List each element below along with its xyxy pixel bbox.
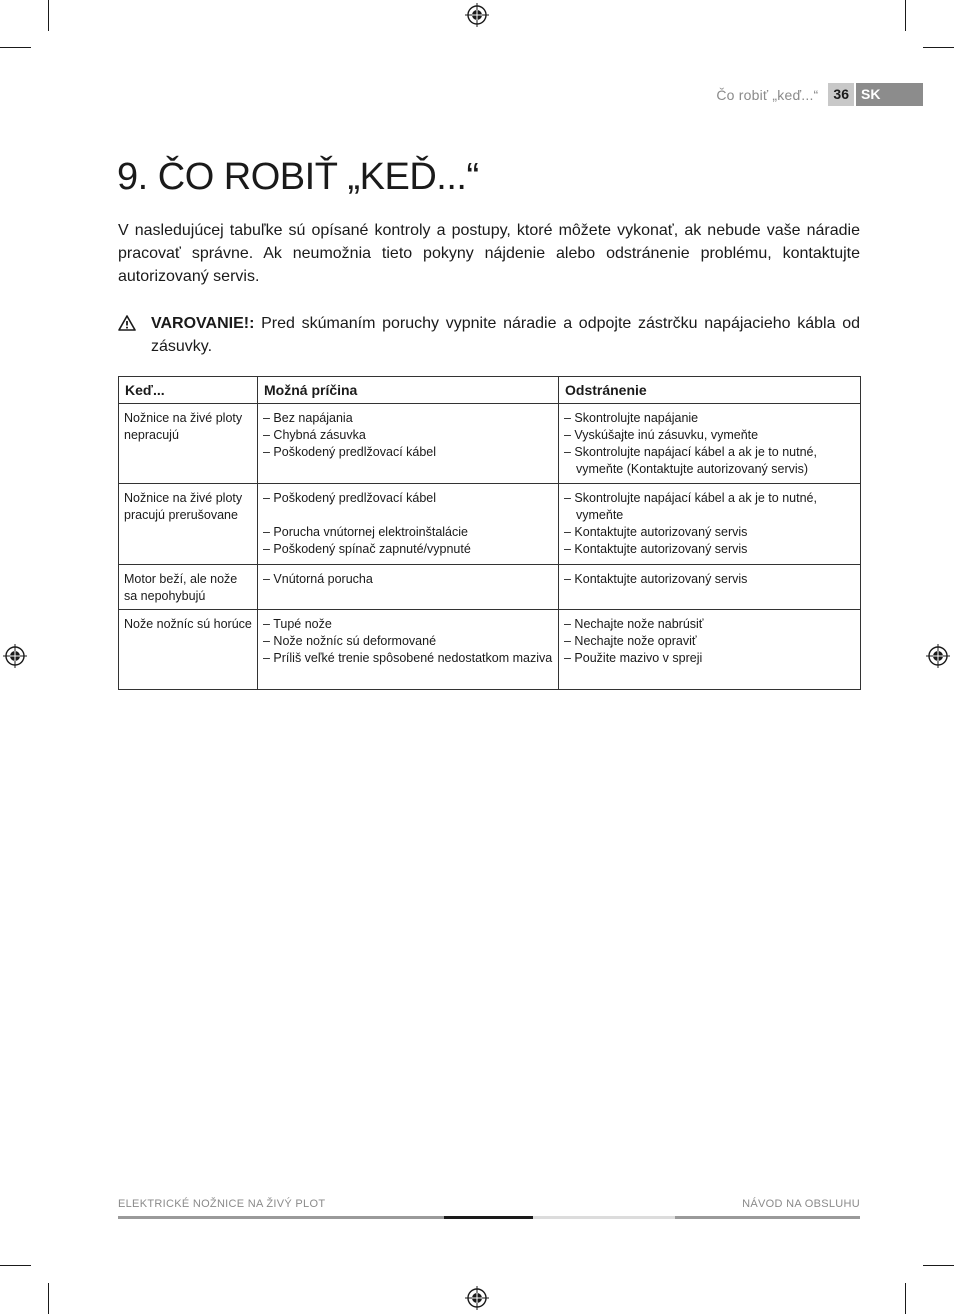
crop-mark [905, 1283, 906, 1314]
remedy-item: – Kontaktujte autorizovaný servis [564, 542, 748, 556]
remedy-item: – Skontrolujte napájací kábel a ak je to nutné, vymeňte [564, 491, 817, 522]
cell-remedy [559, 404, 861, 484]
cause-item: – Poškodený predlžovací kábel [263, 491, 437, 505]
footer-product-name: ELEKTRICKÉ NOŽNICE NA ŽIVÝ PLOT [118, 1198, 326, 1210]
remedy-item: – Skontrolujte napájanie [564, 411, 699, 425]
cause-item: – Nože nožníc sú deformované [263, 634, 437, 648]
cell-when: Nože nožníc sú horúce [119, 610, 258, 690]
warning-triangle-icon [118, 312, 151, 358]
troubleshooting-table [118, 376, 861, 690]
table-row [119, 484, 861, 565]
column-header-cause: Možná príčina [258, 377, 559, 404]
warning-text: Pred skúmaním poruchy vypnite náradie a odpojte zástrčku napájacieho kábla od zásuvky. [151, 315, 860, 355]
registration-mark-icon [465, 3, 489, 27]
remedy-item: – Nechajte nože nabrúsiť [564, 617, 704, 631]
cell-when: Nožnice na živé ploty nepracujú [119, 404, 258, 484]
cell-cause [258, 404, 559, 484]
registration-mark-icon [926, 644, 950, 668]
page-number: 36 [828, 83, 854, 106]
crop-mark [0, 47, 31, 48]
language-tab: SK [854, 83, 923, 106]
column-header-remedy: Odstránenie [559, 377, 861, 404]
warning-label: VAROVANIE!: [151, 315, 255, 332]
registration-mark-icon [3, 644, 27, 668]
remedy-item: – Kontaktujte autorizovaný servis [564, 525, 748, 539]
footer-manual-title: NÁVOD NA OBSLUHU [742, 1198, 860, 1210]
cause-item: – Tupé nože [263, 617, 332, 631]
cause-item: – Porucha vnútornej elektroinštalácie [263, 525, 468, 539]
footer-bar [118, 1216, 444, 1219]
cell-remedy [559, 565, 861, 610]
crop-mark [48, 0, 49, 31]
crop-mark [923, 1265, 954, 1266]
cell-remedy [559, 484, 861, 565]
running-header [600, 83, 923, 106]
crop-mark [905, 0, 906, 31]
remedy-item: – Kontaktujte autorizovaný servis [564, 572, 748, 586]
crop-mark [0, 1265, 31, 1266]
crop-mark [48, 1283, 49, 1314]
cause-item: – Vnútorná porucha [263, 572, 373, 586]
warning-notice [118, 312, 860, 358]
intro-paragraph: V nasledujúcej tabuľke sú opísané kontroly a postupy, ktoré môžete vykonať, ak nebude vaše náradie pracovať správne. Ak neumožnia tieto pokyny nájdenie alebo odstránenie problému, kontaktujte autorizovaný servis. [118, 222, 860, 285]
cause-item: – Bez napájania [263, 411, 353, 425]
cell-when: Nožnice na živé ploty pracujú prerušovane [119, 484, 258, 565]
registration-mark-icon [465, 1286, 489, 1310]
cause-item: – Poškodený spínač zapnuté/vypnuté [263, 542, 471, 556]
table-row [119, 565, 861, 610]
remedy-item: – Skontrolujte napájací kábel a ak je to nutné, vymeňte (Kontaktujte autorizovaný servis) [564, 445, 817, 476]
cell-cause [258, 484, 559, 565]
cell-when: Motor beží, ale nože sa nepohybujú [119, 565, 258, 610]
cause-item: – Poškodený predlžovací kábel [263, 445, 437, 459]
cell-cause [258, 610, 559, 690]
remedy-item: – Nechajte nože opraviť [564, 634, 697, 648]
table-header-row [119, 377, 861, 404]
table-row [119, 404, 861, 484]
table-row [119, 610, 861, 690]
footer-bar [533, 1216, 675, 1219]
cause-item: – Príliš veľké trenie spôsobené nedostatkom maziva [263, 651, 553, 665]
cell-cause [258, 565, 559, 610]
page-title: 9. ČO ROBIŤ „KEĎ...“ [117, 156, 479, 198]
cell-remedy [559, 610, 861, 690]
footer-bar [444, 1216, 533, 1219]
cause-item: – Chybná zásuvka [263, 428, 366, 442]
remedy-item: – Vyskúšajte inú zásuvku, vymeňte [564, 428, 759, 442]
column-header-when: Keď... [119, 377, 258, 404]
remedy-item: – Použite mazivo v spreji [564, 651, 703, 665]
crop-mark [923, 47, 954, 48]
footer-bar [675, 1216, 860, 1219]
header-section-title: Čo robiť „keď...“ [716, 86, 819, 103]
